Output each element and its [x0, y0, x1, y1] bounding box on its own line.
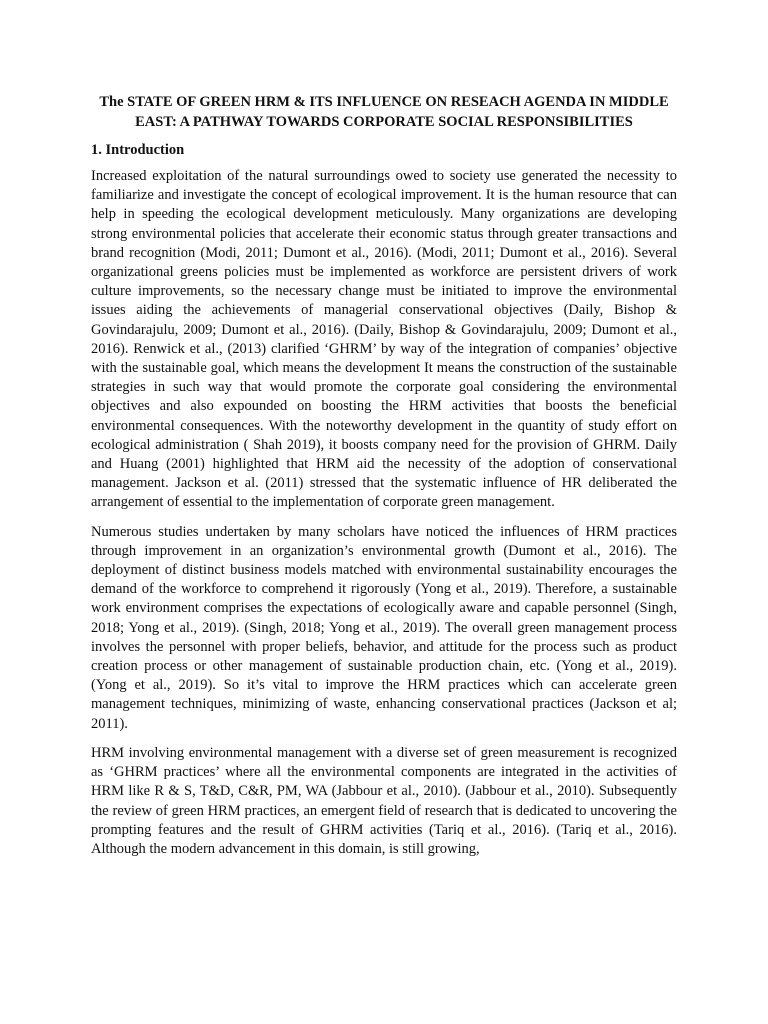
- document-title: The STATE OF GREEN HRM & ITS INFLUENCE ON RESEACH AGENDA IN MIDDLE EAST: A PATHWAY TOWARDS CORPORATE SOCIAL RESPONSIBILITIES: [99, 94, 669, 130]
- section-heading: 1. Introduction: [91, 142, 185, 158]
- paragraph: Numerous studies undertaken by many scholars have noticed the influences of HRM practices through improvement in an organization’s environmental growth (Dumont et al., 2016). The deployment of distinct business models matched with environmental sustainability encourages the demand of the workforce to comprehend it rigorously (Yong et al., 2019). Therefore, a sustainable work environment comprises the expectations of ecologically aware and capable personnel (Singh, 2018; Yong et al., 2019). (Singh, 2018; Yong et al., 2019). The overall green management process involves the personnel with proper beliefs, behavior, and attitude for the process such as product creation process or other management of sustainable production chain, etc. (Yong et al., 2019). (Yong et al., 2019). So it’s vital to improve the HRM practices which can accelerate green management techniques, minimizing of waste, enhancing conservational practices (Jackson et al; 2011).: [91, 523, 677, 732]
- document-page: [91, 92, 677, 869]
- paragraph: HRM involving environmental management with a diverse set of green measurement is recognized as ‘GHRM practices’ where all the environmental components are integrated in the activities of HRM like R & S, T&D, C&R, PM, WA (Jabbour et al., 2010). (Jabbour et al., 2010). Subsequently the review of green HRM practices, an emergent field of research that is dedicated to uncovering the prompting features and the result of GHRM activities (Tariq et al., 2016). (Tariq et al., 2016). Although the modern advancement in this domain, is still growing,: [91, 744, 677, 857]
- paragraph: Increased exploitation of the natural surroundings owed to society use generated the necessity to familiarize and investigate the concept of ecological improvement. It is the human resource that can help in speeding the ecological development meticulously. Many organizations are developing strong environmental policies that accelerate their economic status through greater transactions and brand recognition (Modi, 2011; Dumont et al., 2016). (Modi, 2011; Dumont et al., 2016). Several organizational greens policies must be implemented as workforce are persistent drivers of work culture improvements, so the necessary change must be initiated to improve the environmental issues aiding the achievements of managerial conservational objectives (Daily, Bishop & Govindarajulu, 2009; Dumont et al., 2016). (Daily, Bishop & Govindarajulu, 2009; Dumont et al., 2016). Renwick et al., (2013) clarified ‘GHRM’ by way of the integration of companies’ objective with the sustainable goal, which means the development It means the construction of the sustainable strategies in such way that would promote the corporate goal considering the environmental objectives and also expounded on boosting the HRM activities that boosts the beneficial environmental consequences. With the noteworthy development in the quantity of study effort on ecological administration ( Shah 2019), it boosts company need for the provision of GHRM. Daily and Huang (2001) highlighted that HRM aid the necessity of the adoption of conservational management. Jackson et al. (2011) stressed that the systematic influence of HR deliberated the arrangement of essential to the implementation of corporate green management.: [91, 168, 677, 511]
